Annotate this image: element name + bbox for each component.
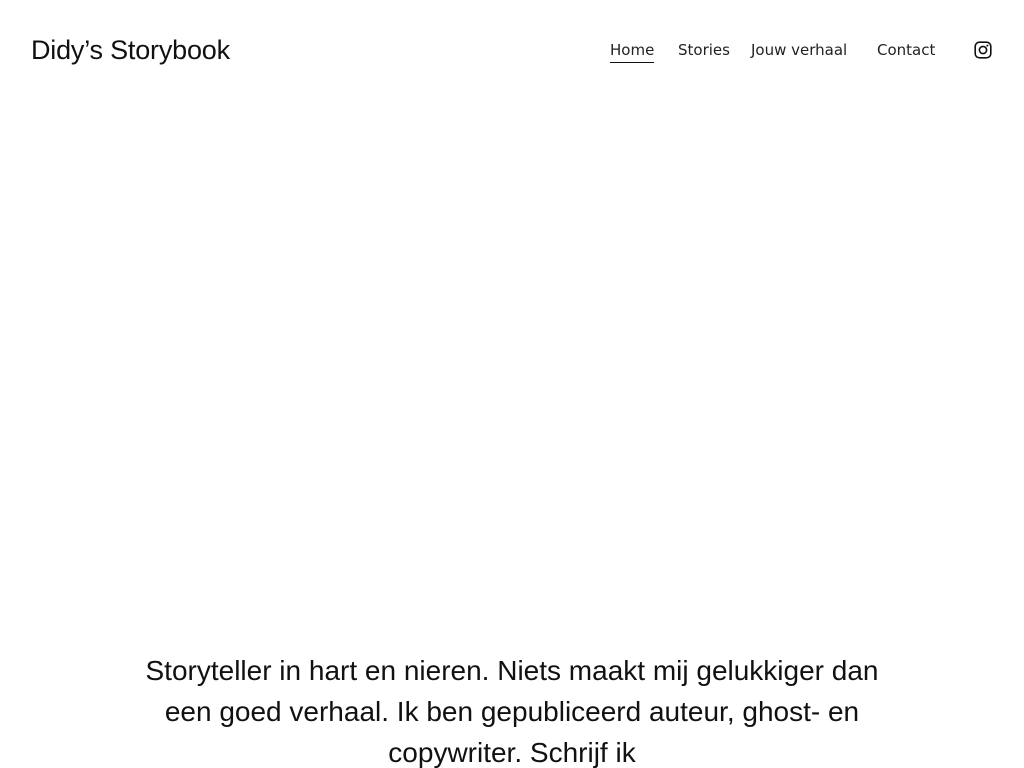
nav-home[interactable]: Home <box>610 40 654 63</box>
hero-section <box>0 100 1024 620</box>
site-title[interactable]: Didy’s Storybook <box>31 35 230 65</box>
nav-stories[interactable]: Stories <box>678 41 730 59</box>
nav-jouw-verhaal[interactable]: Jouw verhaal <box>751 41 848 59</box>
intro-text: Storyteller in hart en nieren. Niets maakt mij gelukkiger dan een goed verhaal. Ik ben gepubliceerd auteur, ghost- en copywriter. Schrijf ik <box>145 655 879 768</box>
instagram-icon-graphic <box>974 41 992 59</box>
instagram-icon[interactable] <box>974 41 992 59</box>
main-navigation <box>0 40 1024 66</box>
site-header <box>0 0 1024 100</box>
nav-contact[interactable]: Contact <box>877 41 936 59</box>
